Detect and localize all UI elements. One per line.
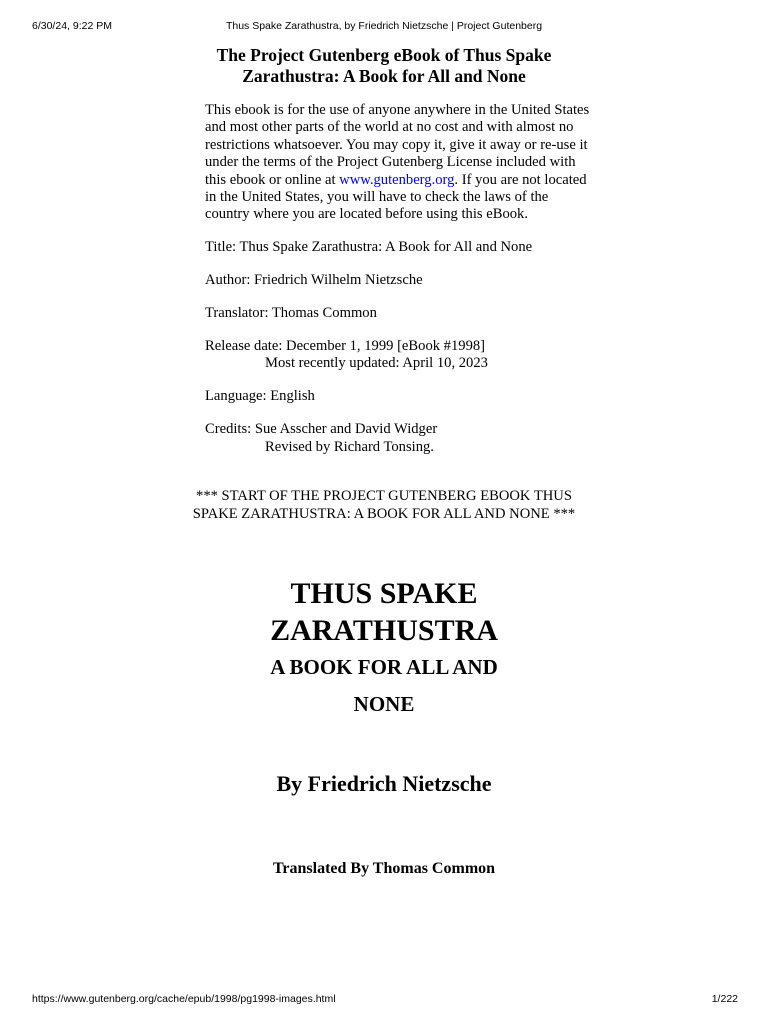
meta-credits: Credits: Sue Asscher and David Widger xyxy=(205,421,438,438)
book-title-line-1: THUS SPAKE xyxy=(290,577,478,611)
meta-author: Author: Friedrich Wilhelm Nietzsche xyxy=(205,272,423,289)
page-counter: 1/222 xyxy=(711,993,738,1005)
meta-revised: Revised by Richard Tonsing. xyxy=(265,438,434,455)
gutenberg-link[interactable]: www.gutenberg.org xyxy=(339,171,455,188)
meta-release-date: Release date: December 1, 1999 [eBook #1998] xyxy=(205,338,486,355)
book-subtitle xyxy=(174,649,594,723)
start-marker: *** START OF THE PROJECT GUTENBERG EBOOK THUS SPAKE ZARATHUSTRA: A BOOK FOR ALL AND NONE *** xyxy=(192,488,576,523)
translator-byline: Translated By Thomas Common xyxy=(272,860,496,878)
print-footer xyxy=(0,993,768,1007)
meta-credits-block xyxy=(205,421,605,456)
document-body xyxy=(0,45,768,879)
print-url: https://www.gutenberg.org/cache/epub/1998/pg1998-images.html xyxy=(32,993,336,1005)
intro-text-before-link: This ebook is for the use of anyone anywhere in the United States and most other parts of the world at no cost and with almost no restrictions whatsoever. You may copy it, give it away or re-use it under the terms of the Project Gutenberg License included with this ebook or online at xyxy=(205,102,590,188)
book-subtitle-line-2: NONE xyxy=(353,692,415,717)
book-subtitle-line-1: A BOOK FOR ALL AND xyxy=(270,655,498,680)
meta-release xyxy=(205,338,605,373)
book-title xyxy=(174,575,594,649)
meta-translator: Translator: Thomas Common xyxy=(205,305,377,322)
intro-text-after-link: . If you are not located in the United States, you will have to check the laws of the country where you are located before using this eBook. xyxy=(205,171,587,223)
ebook-heading: The Project Gutenberg eBook of Thus Spake Zarathustra: A Book for All and None xyxy=(216,45,552,86)
print-header xyxy=(0,20,768,34)
license-intro xyxy=(205,102,595,224)
print-page-title: Thus Spake Zarathustra, by Friedrich Nietzsche | Project Gutenberg xyxy=(225,20,543,32)
print-datetime: 6/30/24, 9:22 PM xyxy=(32,20,112,32)
meta-title: Title: Thus Spake Zarathustra: A Book for All and None xyxy=(205,239,533,256)
book-metadata xyxy=(205,239,605,456)
meta-language: Language: English xyxy=(205,388,315,405)
book-title-line-2: ZARATHUSTRA xyxy=(270,614,498,648)
meta-updated: Most recently updated: April 10, 2023 xyxy=(265,355,488,372)
author-byline: By Friedrich Nietzsche xyxy=(276,771,492,797)
